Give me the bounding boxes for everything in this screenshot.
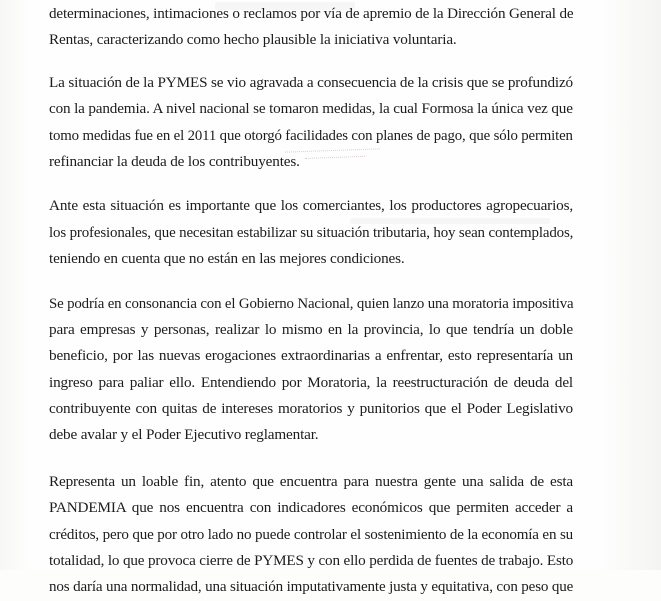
text-line: La situación de la PYMES se vio agravada a consecuencia de la crisis que se profundizó: [49, 73, 573, 91]
text-line: totalidad, lo que provoca cierre de PYMES y con ello perdida de fuentes de trabajo. Esto: [49, 552, 574, 570]
text-line: con la pandemia. A nivel nacional se tomaron medidas, la cual Formosa la única vez que: [49, 100, 573, 118]
paragraph-gap: [49, 175, 573, 193]
text-line: créditos, pero que por otro lado no puede controlar el sostenimiento de la economía en su: [49, 525, 574, 543]
text-line: Rentas, caracterizando como hecho plausible la iniciativa voluntaria.: [49, 31, 457, 49]
text-line: Se podría en consonancia con el Gobierno Nacional, quien lanzo una moratoria impositiva: [49, 294, 574, 312]
text-line: tomo medidas fue en el 2011 que otorgó facilidades con planes de pago, que sólo permiten: [49, 126, 573, 144]
text-line: contribuyente con quitas de intereses moratorios y punitorios que el Poder Legislativo: [49, 400, 573, 418]
text-line: debe avalar y el Poder Ejecutivo reglamentar.: [49, 426, 319, 444]
text-line: ingreso para paliar ello. Entendiendo por Moratoria, la reestructuración de deuda del: [49, 373, 573, 391]
text-line: nos daría una normalidad, una situación imputativamente justa y equitativa, con peso que: [49, 578, 574, 596]
text-line: para empresas y personas, realizar lo mismo en la provincia, lo que tendría un doble: [49, 320, 573, 338]
text-line: Representa un loable fin, atento que encuentra para nuestra gente una salida de esta: [49, 472, 573, 490]
text-line: Ante esta situación es importante que los comerciantes, los productores agropecuarios,: [49, 197, 573, 215]
document-body: [49, 0, 573, 601]
paragraph-2: [49, 70, 573, 176]
paragraph-1: [49, 0, 573, 54]
text-line: los profesionales, que necesitan estabilizar su situación tributaria, hoy sean contemplados,: [49, 223, 574, 241]
paragraph-5: [49, 469, 573, 601]
paragraph-gap: [49, 449, 573, 469]
text-line: refinanciar la deuda de los contribuyentes.: [49, 152, 300, 170]
text-line: teniendo en cuenta que no están en las mejores condiciones.: [49, 250, 405, 268]
text-line: determinaciones, intimaciones o reclamos por vía de apremio de la Dirección General de: [49, 5, 574, 22]
paragraph-3: [49, 193, 573, 272]
text-line: beneficio, por las nuevas erogaciones extraordinarias a enfrentar, esto representaría un: [49, 347, 573, 365]
paragraph-4: [49, 291, 573, 449]
text-line: PANDEMIA que nos encuentra con indicadores económicos que permiten acceder a: [49, 499, 573, 517]
paragraph-gap: [49, 54, 573, 70]
paragraph-gap: [49, 273, 573, 291]
